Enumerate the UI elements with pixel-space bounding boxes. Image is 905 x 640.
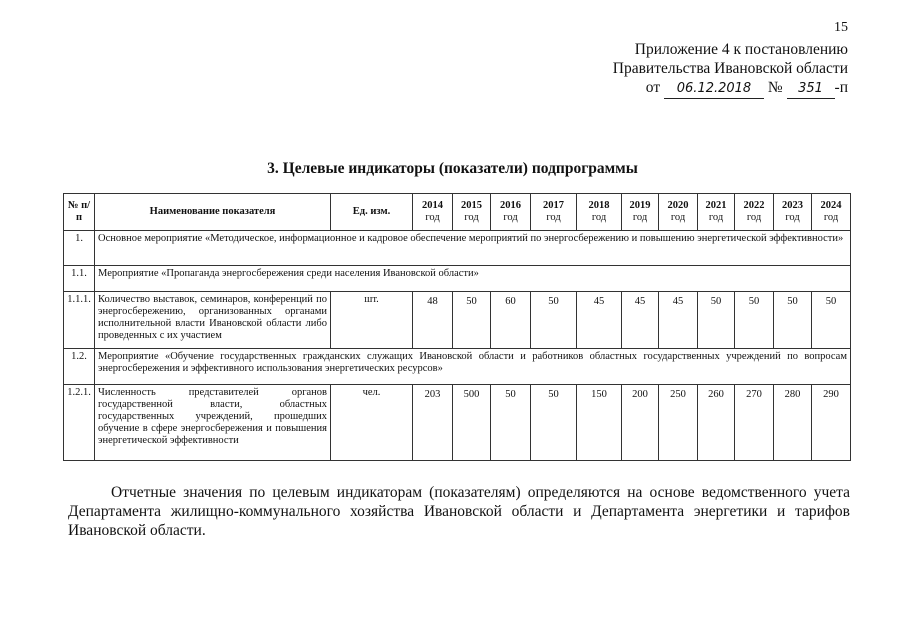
value-2014: 48 xyxy=(413,292,453,349)
table-row-section xyxy=(64,266,851,292)
indicators-table xyxy=(63,193,851,461)
resolution-number: 351 xyxy=(787,79,835,99)
value-2017: 50 xyxy=(531,385,577,461)
appendix-line-3 xyxy=(613,78,848,99)
header-year: 2015 год xyxy=(453,194,491,231)
value-2024: 50 xyxy=(812,292,851,349)
value-2022: 50 xyxy=(735,292,774,349)
value-2018: 150 xyxy=(577,385,622,461)
value-2016: 50 xyxy=(491,385,531,461)
number-suffix: -п xyxy=(834,79,848,96)
header-year: 2014 год xyxy=(413,194,453,231)
value-2020: 45 xyxy=(659,292,698,349)
section-text: Основное мероприятие «Методическое, информационное и кадровое обеспечение мероприятий по энергосбережению и повышению энергетической эффективности» xyxy=(95,231,851,266)
section-title: 3. Целевые индикаторы (показатели) подпрограммы xyxy=(267,160,638,177)
indicator-name: Количество выставок, семинаров, конференций по энергосбережению, организованных органами исполнительной власти Ивановской области либо проведенных с их участием xyxy=(95,292,331,349)
table-header-row xyxy=(64,194,851,231)
value-2015: 50 xyxy=(453,292,491,349)
table-row-section xyxy=(64,231,851,266)
from-label: от xyxy=(645,79,661,96)
row-num: 1.1. xyxy=(64,266,95,292)
value-2022: 270 xyxy=(735,385,774,461)
indicator-unit: чел. xyxy=(331,385,413,461)
value-2017: 50 xyxy=(531,292,577,349)
row-num: 1. xyxy=(64,231,95,266)
value-2015: 500 xyxy=(453,385,491,461)
appendix-line-2: Правительства Ивановской области xyxy=(612,60,848,77)
footer-paragraph xyxy=(68,483,850,540)
header-year: 2019 год xyxy=(622,194,659,231)
value-2020: 250 xyxy=(659,385,698,461)
header-num: № п/п xyxy=(64,194,95,231)
appendix-line-1: Приложение 4 к постановлению xyxy=(634,41,848,58)
resolution-date: 06.12.2018 xyxy=(664,79,764,99)
section-text: Мероприятие «Пропаганда энергосбережения среди населения Ивановской области» xyxy=(95,266,851,292)
value-2018: 45 xyxy=(577,292,622,349)
row-num: 1.1.1. xyxy=(64,292,95,349)
value-2024: 290 xyxy=(812,385,851,461)
header-year: 2023 год xyxy=(774,194,812,231)
table-row-indicator xyxy=(64,385,851,461)
header-year: 2021 год xyxy=(698,194,735,231)
row-num: 1.2.1. xyxy=(64,385,95,461)
header-year: 2016 год xyxy=(491,194,531,231)
header-year: 2022 год xyxy=(735,194,774,231)
value-2016: 60 xyxy=(491,292,531,349)
value-2019: 200 xyxy=(622,385,659,461)
value-2021: 50 xyxy=(698,292,735,349)
header-year: 2018 год xyxy=(577,194,622,231)
table-row-indicator xyxy=(64,292,851,349)
indicator-name: Численность представителей органов государственной власти, областных государственных учреждений, прошедших обучение в сфере энергосбережения и повышения энергетической эффективности xyxy=(95,385,331,461)
number-label: № xyxy=(767,79,783,96)
header-unit: Ед. изм. xyxy=(331,194,413,231)
footer-text: Отчетные значения по целевым индикаторам (показателям) определяются на основе ведомственного учета Департамента жилищно-коммунального хозяйства Ивановской области и Департамента энергетики и тарифов Ивановской области. xyxy=(68,484,850,539)
value-2019: 45 xyxy=(622,292,659,349)
value-2014: 203 xyxy=(413,385,453,461)
appendix-header xyxy=(613,40,848,99)
value-2023: 50 xyxy=(774,292,812,349)
page-number: 15 xyxy=(834,20,848,35)
section-text: Мероприятие «Обучение государственных гражданских служащих Ивановской области и работников областных государственных учреждений по вопросам энергосбережения и эффективного использования энергетических ресурсов» xyxy=(95,349,851,385)
indicator-unit: шт. xyxy=(331,292,413,349)
table-row-section xyxy=(64,349,851,385)
row-num: 1.2. xyxy=(64,349,95,385)
header-year: 2024 год xyxy=(812,194,851,231)
value-2021: 260 xyxy=(698,385,735,461)
header-year: 2020 год xyxy=(659,194,698,231)
value-2023: 280 xyxy=(774,385,812,461)
header-year: 2017 год xyxy=(531,194,577,231)
header-name: Наименование показателя xyxy=(95,194,331,231)
